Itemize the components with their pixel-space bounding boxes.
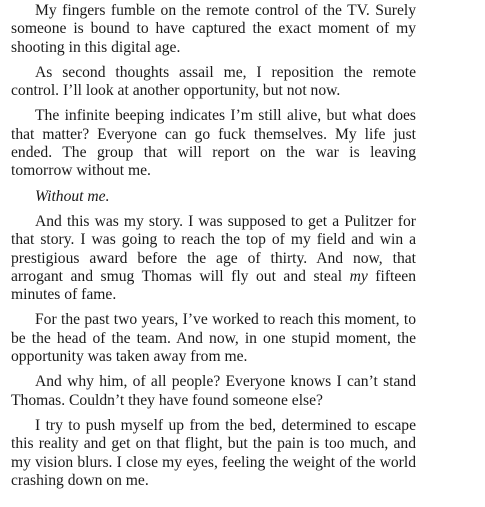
paragraph-1-text: My fingers fumble on the remote control of the TV. Surely someone is bound to have captured the exact moment of my shooting in this digital age. xyxy=(11,2,416,56)
paragraph-3-text: The infinite beeping indicates I’m still alive, but what does that matter? Everyone can go fuck themselves. My life just ended. The group that will report on the war is leaving tomorrow without me. xyxy=(11,107,416,180)
paragraph-6 xyxy=(11,311,416,366)
paragraph-7 xyxy=(11,373,416,410)
paragraph-4-italic-text: Without me. xyxy=(35,187,110,205)
paragraph-4 xyxy=(11,188,416,206)
paragraph-5-text-b: fifteen minutes of fame. xyxy=(11,267,417,304)
paragraph-1 xyxy=(11,2,416,57)
paragraph-8 xyxy=(11,417,416,490)
book-page xyxy=(11,2,416,490)
paragraph-6-text: For the past two years, I’ve worked to reach this moment, to be the head of the team. And now, in one stupid moment, the opportunity was taken away from me. xyxy=(11,311,416,366)
paragraph-2-text: As second thoughts assail me, I reposition the remote control. I’ll look at another opportunity, but not now. xyxy=(11,63,416,100)
paragraph-8-text: I try to push myself up from the bed, determined to escape this reality and get on that flight, but the pain is too much, and my vision blurs. I close my eyes, feeling the weight of the world crashing down on me. xyxy=(11,416,416,489)
paragraph-5-italic-word: my xyxy=(349,267,368,285)
paragraph-5-text-a: And this was my story. I was supposed to get a Pulitzer for that story. I was going to reach the top of my field and win a prestigious award before the age of thirty. And now, that arrogant and smug Thomas will fly out and steal xyxy=(11,212,416,285)
paragraph-3 xyxy=(11,107,416,180)
paragraph-7-text: And why him, of all people? Everyone knows I can’t stand Thomas. Couldn’t they have found someone else? xyxy=(11,373,416,409)
paragraph-2 xyxy=(11,64,416,101)
paragraph-5 xyxy=(11,213,416,304)
